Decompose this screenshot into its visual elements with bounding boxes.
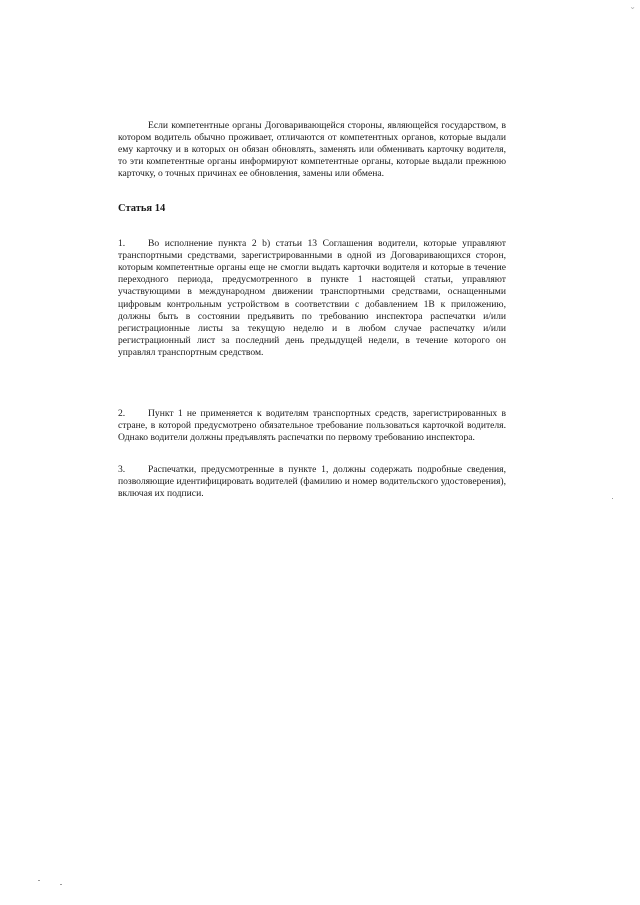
paragraph-text: Пункт 1 не применяется к водителям транспортных средств, зарегистрированных в стране, в которой предусмотрено обязательное требование пользоваться карточкой водителя. Однако водители должны предъявлять распечатки по первому требованию инспектора. [118,407,506,443]
paragraph-3 [118,464,506,501]
paragraph-number: 2. [118,407,126,419]
paragraph-2 [118,408,506,445]
intro-paragraph: Если компетентные органы Договаривающейся стороны, являющейся государством, в котором водитель обычно проживает, отличаются от компетентных органов, которые выдали ему карточку и в которых он обязан обновлять, заменять или обменивать карточку водителя, то эти компетентные органы информируют компетентные органы, которые выдали прежнюю карточку, о точных причинах ее обновления, замены или обмена. [118,119,506,180]
paragraph-text: Во исполнение пункта 2 b) статьи 13 Соглашения водители, которые управляют транспортными средствами, зарегистрированными в одной из Договаривающихся сторон, которым компетентные органы еще не смогли выдать карточки водителя и которые в течение переходного периода, предусмотренного в пункте 1 настоящей статьи, управляют участвующими в международном движении транспортными средствами, оснащенными цифровым контрольным устройством в соответствии с добавлением 1В к приложению, должны быть в состоянии предъявить по требованию инспектора распечатки и/или регистрационные листы за текущую неделю и в любом случае распечатку и/или регистрационный лист за последний день предыдущей недели, в течение которого он управлял транспортным средством. [118,237,506,359]
paragraph-text: Распечатки, предусмотренные в пункте 1, должны содержать подробные сведения, позволяющие идентифицировать водителей (фамилию и номер водительского удостоверения), включая их подписи. [118,463,506,499]
paragraph-1 [118,238,506,360]
paragraph-number: 1. [118,237,126,249]
scan-speck [60,884,62,885]
paragraph-number: 3. [118,463,126,475]
article-heading: Статья 14 [118,203,166,214]
scan-speck [38,880,40,881]
scan-corner-mark: ⌄ [629,2,636,11]
scan-speck [612,498,613,499]
